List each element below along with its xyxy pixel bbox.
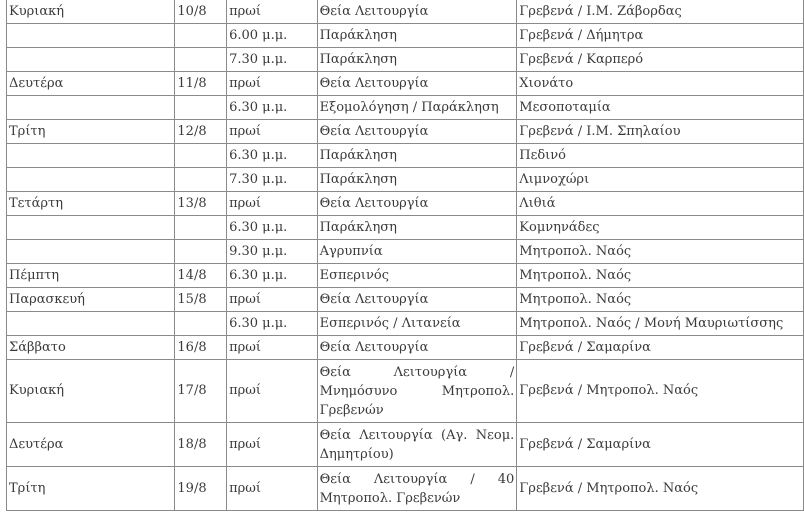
date-cell: 15/8 xyxy=(175,288,227,312)
day-cell xyxy=(7,96,175,120)
day-cell: Παρασκευή xyxy=(7,288,175,312)
date-cell: 11/8 xyxy=(175,72,227,96)
table-row xyxy=(7,24,804,48)
event-cell: Παράκληση xyxy=(317,24,517,48)
date-cell xyxy=(175,96,227,120)
place-cell: Λιθιά xyxy=(517,192,804,216)
table-row xyxy=(7,216,804,240)
day-cell: Κυριακή xyxy=(7,360,175,423)
event-cell: Παράκληση xyxy=(317,168,517,192)
time-cell: 7.30 μ.μ. xyxy=(227,48,318,72)
time-cell: 6.30 μ.μ. xyxy=(227,264,318,288)
day-cell xyxy=(7,240,175,264)
date-cell: 19/8 xyxy=(175,467,227,511)
day-cell: Τρίτη xyxy=(7,120,175,144)
table-row xyxy=(7,120,804,144)
day-cell: Δευτέρα xyxy=(7,423,175,467)
day-cell: Σάββατο xyxy=(7,336,175,360)
event-cell: Θεία Λειτουργία xyxy=(317,72,517,96)
date-cell xyxy=(175,48,227,72)
day-cell xyxy=(7,312,175,336)
place-cell: Γρεβενά / Μητροπολ. Ναός xyxy=(517,467,804,511)
time-cell: πρωί xyxy=(227,72,318,96)
date-cell: 10/8 xyxy=(175,0,227,24)
table-row xyxy=(7,288,804,312)
event-cell: Θεία Λειτουργία / Μνημόσυνο Μητροπολ. Γρεβενών xyxy=(317,360,517,423)
event-cell: Θεία Λειτουργία / 40 Μητροπολ. Γρεβενών xyxy=(317,467,517,511)
event-cell: Αγρυπνία xyxy=(317,240,517,264)
event-cell: Θεία Λειτουργία xyxy=(317,336,517,360)
table-row xyxy=(7,144,804,168)
day-cell xyxy=(7,144,175,168)
place-cell: Μητροπολ. Ναός / Μονή Μαυριωτίσσης xyxy=(517,312,804,336)
place-cell: Λιμνοχώρι xyxy=(517,168,804,192)
date-cell xyxy=(175,24,227,48)
date-cell xyxy=(175,312,227,336)
place-cell: Μεσοποταμία xyxy=(517,96,804,120)
place-cell: Γρεβενά / Καρπερό xyxy=(517,48,804,72)
day-cell xyxy=(7,216,175,240)
table-row xyxy=(7,312,804,336)
day-cell: Δευτέρα xyxy=(7,72,175,96)
event-cell: Παράκληση xyxy=(317,216,517,240)
table-row xyxy=(7,48,804,72)
table-row xyxy=(7,336,804,360)
time-cell: 6.00 μ.μ. xyxy=(227,24,318,48)
event-cell: Θεία Λειτουργία (Αγ. Νεομ. Δημητρίου) xyxy=(317,423,517,467)
event-cell: Θεία Λειτουργία xyxy=(317,288,517,312)
event-cell: Θεία Λειτουργία xyxy=(317,192,517,216)
date-cell: 14/8 xyxy=(175,264,227,288)
table-row xyxy=(7,467,804,511)
day-cell xyxy=(7,168,175,192)
time-cell: πρωί xyxy=(227,467,318,511)
place-cell: Γρεβενά / Σαμαρίνα xyxy=(517,423,804,467)
place-cell: Πεδινό xyxy=(517,144,804,168)
table-row xyxy=(7,264,804,288)
event-cell: Εξομολόγηση / Παράκληση xyxy=(317,96,517,120)
date-cell xyxy=(175,144,227,168)
event-cell: Εσπερινός xyxy=(317,264,517,288)
place-cell: Χιονάτο xyxy=(517,72,804,96)
time-cell: 6.30 μ.μ. xyxy=(227,312,318,336)
schedule-table xyxy=(6,0,804,511)
time-cell: πρωί xyxy=(227,423,318,467)
time-cell: 6.30 μ.μ. xyxy=(227,96,318,120)
time-cell: πρωί xyxy=(227,120,318,144)
time-cell: πρωί xyxy=(227,288,318,312)
table-row xyxy=(7,0,804,24)
time-cell: πρωί xyxy=(227,336,318,360)
event-cell: Θεία Λειτουργία xyxy=(317,0,517,24)
day-cell xyxy=(7,24,175,48)
place-cell: Γρεβενά / Ι.Μ. Ζάβορδας xyxy=(517,0,804,24)
date-cell: 18/8 xyxy=(175,423,227,467)
event-cell: Παράκληση xyxy=(317,144,517,168)
time-cell: πρωί xyxy=(227,360,318,423)
place-cell: Μητροπολ. Ναός xyxy=(517,240,804,264)
place-cell: Μητροπολ. Ναός xyxy=(517,264,804,288)
date-cell: 13/8 xyxy=(175,192,227,216)
place-cell: Γρεβενά / Μητροπολ. Ναός xyxy=(517,360,804,423)
time-cell: 9.30 μ.μ. xyxy=(227,240,318,264)
place-cell: Γρεβενά / Ι.Μ. Σπηλαίου xyxy=(517,120,804,144)
table-row xyxy=(7,168,804,192)
place-cell: Κομνηνάδες xyxy=(517,216,804,240)
table-row xyxy=(7,96,804,120)
event-cell: Θεία Λειτουργία xyxy=(317,120,517,144)
table-row xyxy=(7,423,804,467)
table-row xyxy=(7,240,804,264)
time-cell: πρωί xyxy=(227,192,318,216)
date-cell: 16/8 xyxy=(175,336,227,360)
day-cell: Πέμπτη xyxy=(7,264,175,288)
event-cell: Εσπερινός / Λιτανεία xyxy=(317,312,517,336)
day-cell: Τετάρτη xyxy=(7,192,175,216)
day-cell: Τρίτη xyxy=(7,467,175,511)
place-cell: Γρεβενά / Σαμαρίνα xyxy=(517,336,804,360)
table-row xyxy=(7,72,804,96)
table-row xyxy=(7,360,804,423)
schedule-table-body xyxy=(7,0,804,511)
time-cell: 6.30 μ.μ. xyxy=(227,216,318,240)
date-cell: 17/8 xyxy=(175,360,227,423)
event-cell: Παράκληση xyxy=(317,48,517,72)
place-cell: Γρεβενά / Δήμητρα xyxy=(517,24,804,48)
day-cell xyxy=(7,48,175,72)
time-cell: 6.30 μ.μ. xyxy=(227,144,318,168)
time-cell: 7.30 μ.μ. xyxy=(227,168,318,192)
date-cell: 12/8 xyxy=(175,120,227,144)
day-cell: Κυριακή xyxy=(7,0,175,24)
table-row xyxy=(7,192,804,216)
time-cell: πρωί xyxy=(227,0,318,24)
date-cell xyxy=(175,240,227,264)
date-cell xyxy=(175,168,227,192)
place-cell: Μητροπολ. Ναός xyxy=(517,288,804,312)
date-cell xyxy=(175,216,227,240)
